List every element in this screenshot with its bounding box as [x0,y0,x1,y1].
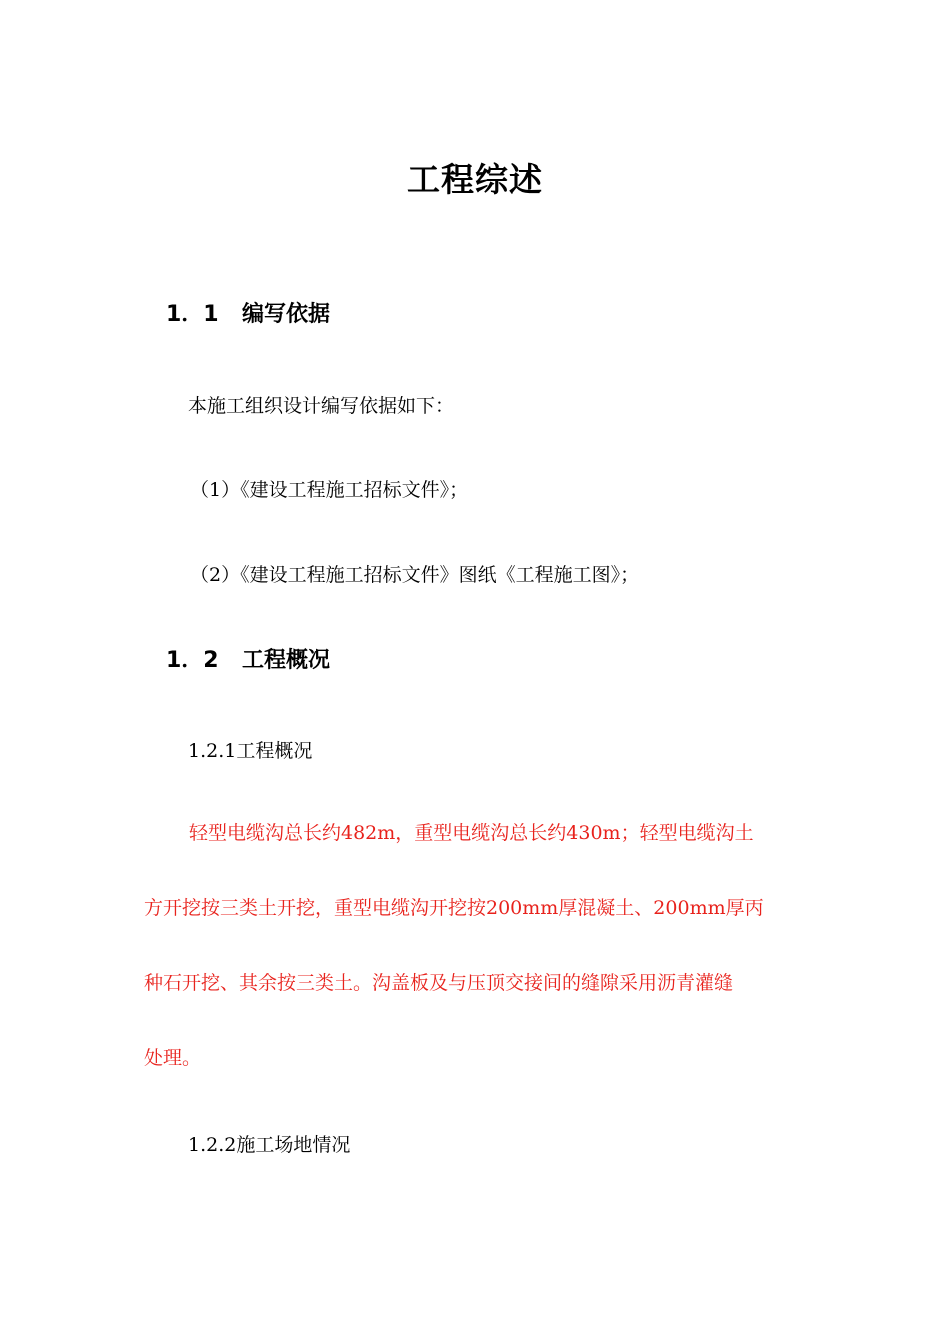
subsection-heading-1-2-1: 1.2.1工程概况 [188,740,313,762]
section-title: 工程概况 [242,648,331,673]
overview-paragraph [144,813,844,1113]
section-heading-1-1 [166,297,330,328]
basis-intro: 本施工组织设计编写依据如下： [188,395,455,417]
basis-item-2: （2）《建设工程施工招标文件》图纸《工程施工图》； [190,564,640,586]
section-heading-1-2 [166,643,330,674]
overview-line: 轻型电缆沟总长约482m，重型电缆沟总长约430m；轻型电缆沟土 [189,822,754,844]
basis-item-1: （1）《建设工程施工招标文件》； [190,479,469,501]
overview-line: 种石开挖、其余按三类土。沟盖板及与压顶交接间的缝隙采用沥青灌缝 [144,972,734,994]
overview-line: 方开挖按三类土开挖，重型电缆沟开挖按200mm厚混凝土、200mm厚丙 [144,897,764,919]
subsection-heading-1-2-2: 1.2.2施工场地情况 [188,1134,351,1156]
document-title: 工程综述 [407,160,543,199]
section-number: 1．1 [166,302,219,327]
overview-line: 处理。 [144,1047,202,1069]
section-title: 编写依据 [242,302,331,327]
section-number: 1．2 [166,648,219,673]
